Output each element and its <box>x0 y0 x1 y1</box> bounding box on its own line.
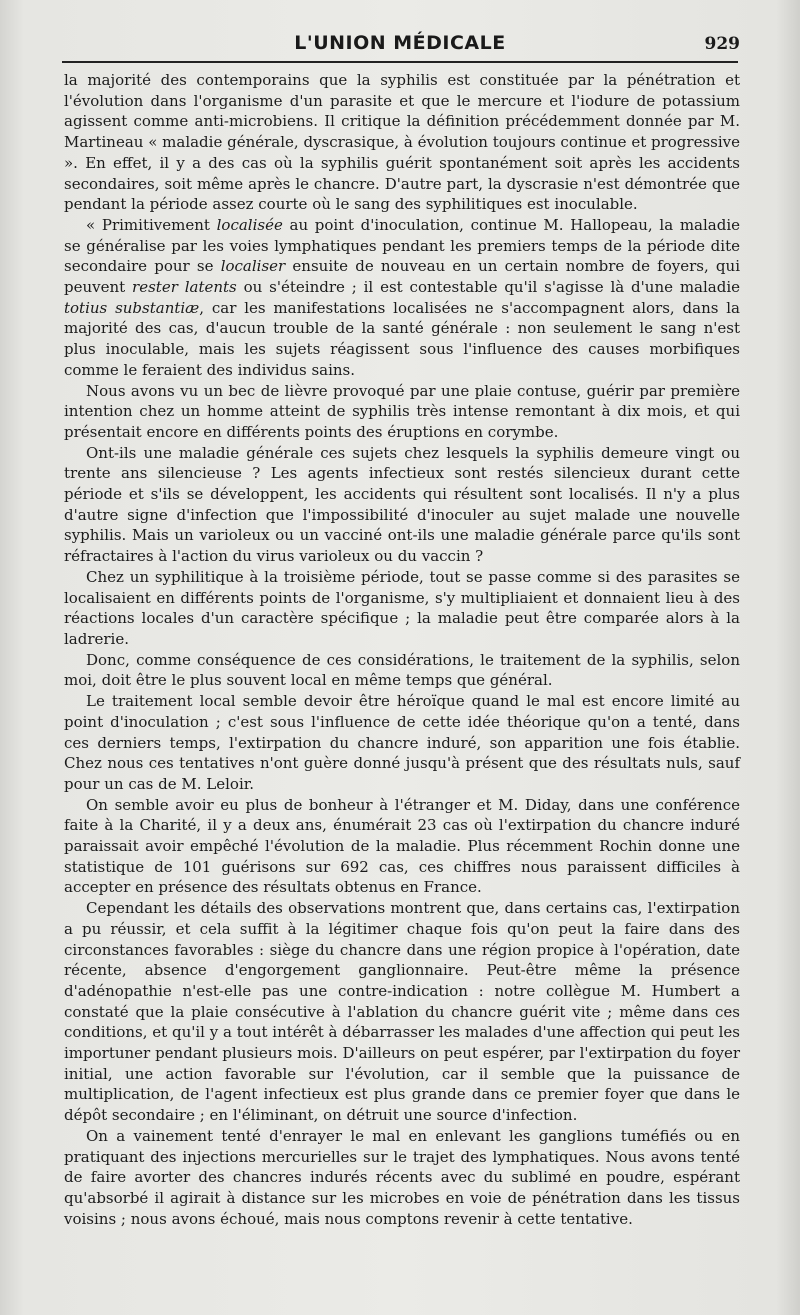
text-run: Ont-ils une maladie générale ces sujets chez lesquels la syphilis demeure vingt ou trente ans silencieuse ? Les agents infectieux sont restés silencieux durant cette période et s'ils se développent, les accidents qui résultent sont localisés. Il n'y a plus d'autre signe d'infection que l'impossibilité d'inoculer au sujet malade une nouvelle syphilis. Mais un varioleux ou un vacciné ont-ils une maladie générale parce qu'ils sont réfractaires à l'action du virus varioleux ou du vaccin ? <box>64 443 740 566</box>
header-rule <box>62 61 738 63</box>
running-title: L'UNION MÉDICALE <box>294 32 506 54</box>
text-run: « Primitivement <box>86 215 217 234</box>
page-header <box>60 28 740 58</box>
paragraph <box>64 567 740 650</box>
text-run: Nous avons vu un bec de lièvre provoqué par une plaie contuse, guérir par première intention chez un homme atteint de syphilis très intense remontant à dix mois, et qui présentait encore en différents points des éruptions en corymbe. <box>64 381 740 441</box>
text-run: au point d'inoculation, continue M. Hallopeau, la maladie se généralise par les voies lymphatiques pendant les premiers temps de la période dite secondaire pour se <box>64 215 740 276</box>
text-run: Le traitement local semble devoir être héroïque quand le mal est encore limité au point d'inoculation ; c'est sous l'influence de cette idée théorique qu'on a tenté, dans ces derniers temps, l'extirpation du chancre induré, son apparition une fois établie. Chez nous ces tentatives n'ont guère donné jusqu'à présent que des résultats nuls, sauf pour un cas de M. Leloir. <box>64 692 740 793</box>
paragraph <box>64 381 740 443</box>
paragraph <box>64 898 740 1126</box>
italic-phrase: totius substantiæ <box>64 298 200 317</box>
text-run: Chez un syphilitique à la troisième période, tout se passe comme si des parasites se localisaient en différents points de l'organisme, s'y multipliaient et donnaient lieu à des réactions locales d'un caractère spécifique ; la maladie peut être comparée alors à la ladrerie. <box>64 567 740 648</box>
paragraph <box>64 443 740 567</box>
text-run: , car les manifestations localisées ne s'accompagnent alors, dans la majorité des cas, d'aucun trouble de la santé générale : non seulement le sang n'est plus inoculable, mais les sujets réagissent sous l'influence des causes morbifiques comme le feraient des individus sains. <box>64 298 740 379</box>
italic-phrase: rester latents <box>132 278 237 297</box>
text-run: la majorité des contemporains que la syphilis est constituée par la pénétration et l'évolution dans l'organisme d'un parasite et que le mercure et l'iodure de potassium agissent comme anti-microbiens. Il critique la définition précédemment donnée par M. Martineau « maladie générale, dyscrasique, à évolution toujours continue et progressive ». En effet, il y a des cas où la syphilis guérit spontanément soit après les accidents secondaires, soit même après le chancre. D'autre part, la dyscrasie n'est démontrée que pendant la période assez courte où le sang des syphilitiques est inoculable. <box>64 71 740 214</box>
paragraph <box>64 1126 740 1230</box>
italic-phrase: localisée <box>216 215 283 234</box>
paragraph <box>64 70 740 215</box>
article-body <box>64 70 740 1229</box>
italic-phrase: localiser <box>220 257 286 276</box>
paragraph <box>64 795 740 899</box>
text-run: ou s'éteindre ; il est contestable qu'il s'agisse là d'une maladie <box>236 278 741 297</box>
text-run: Donc, comme conséquence de ces considérations, le traitement de la syphilis, selon moi, doit être le plus souvent local en même temps que général. <box>64 650 740 690</box>
paragraph <box>64 650 740 691</box>
text-run: ensuite de nouveau en un certain nombre de foyers, qui peuvent <box>64 257 740 297</box>
text-run: On semble avoir eu plus de bonheur à l'étranger et M. Diday, dans une conférence faite à la Charité, il y a deux ans, énumérait 23 cas où l'extirpation du chancre induré paraissait avoir empêché l'évolution de la maladie. Plus récemment Rochin donne une statistique de 101 guérisons sur 692 cas, ces chiffres nous paraissent difficiles à accepter en présence des résultats obtenus en France. <box>64 795 740 897</box>
paragraph <box>64 691 740 795</box>
paragraph <box>64 215 740 381</box>
text-run: Cependant les détails des observations montrent que, dans certains cas, l'extirpation a pu réussir, et cela suffit à la légitimer chaque fois qu'on peut la faire dans des circonstances favorables : siège du chancre dans une région propice à l'opération, date récente, absence d'engorgement ganglionnaire. Peut-être même la présence d'adénopathie n'est-elle pas une contre-indication : notre collègue M. Humbert a constaté que la plaie consécutive à l'ablation du chancre guérit vite ; même dans ces conditions, et qu'il y a tout intérêt à débarrasser les malades d'une affection qui peut les importuner pendant plusieurs mois. D'ailleurs on peut espérer, par l'extirpation du foyer initial, une action favorable sur l'évolution, car il semble que la puissance de multiplication, de l'agent infectieux est plus grande dans ce premier foyer que dans le dépôt secondaire ; en l'éliminant, on détruit une source d'infection. <box>64 899 740 1125</box>
page-number: 929 <box>704 34 740 54</box>
text-run: On a vainement tenté d'enrayer le mal en enlevant les ganglions tuméfiés ou en pratiquant des injections mercurielles sur le trajet des lymphatiques. Nous avons tenté de faire avorter des chancres indurés récents avec du sublimé en poudre, espérant qu'absorbé il agirait à distance sur les microbes en voie de pénétration dans les tissus voisins ; nous avons échoué, mais nous comptons revenir à cette tentative. <box>64 1126 740 1228</box>
